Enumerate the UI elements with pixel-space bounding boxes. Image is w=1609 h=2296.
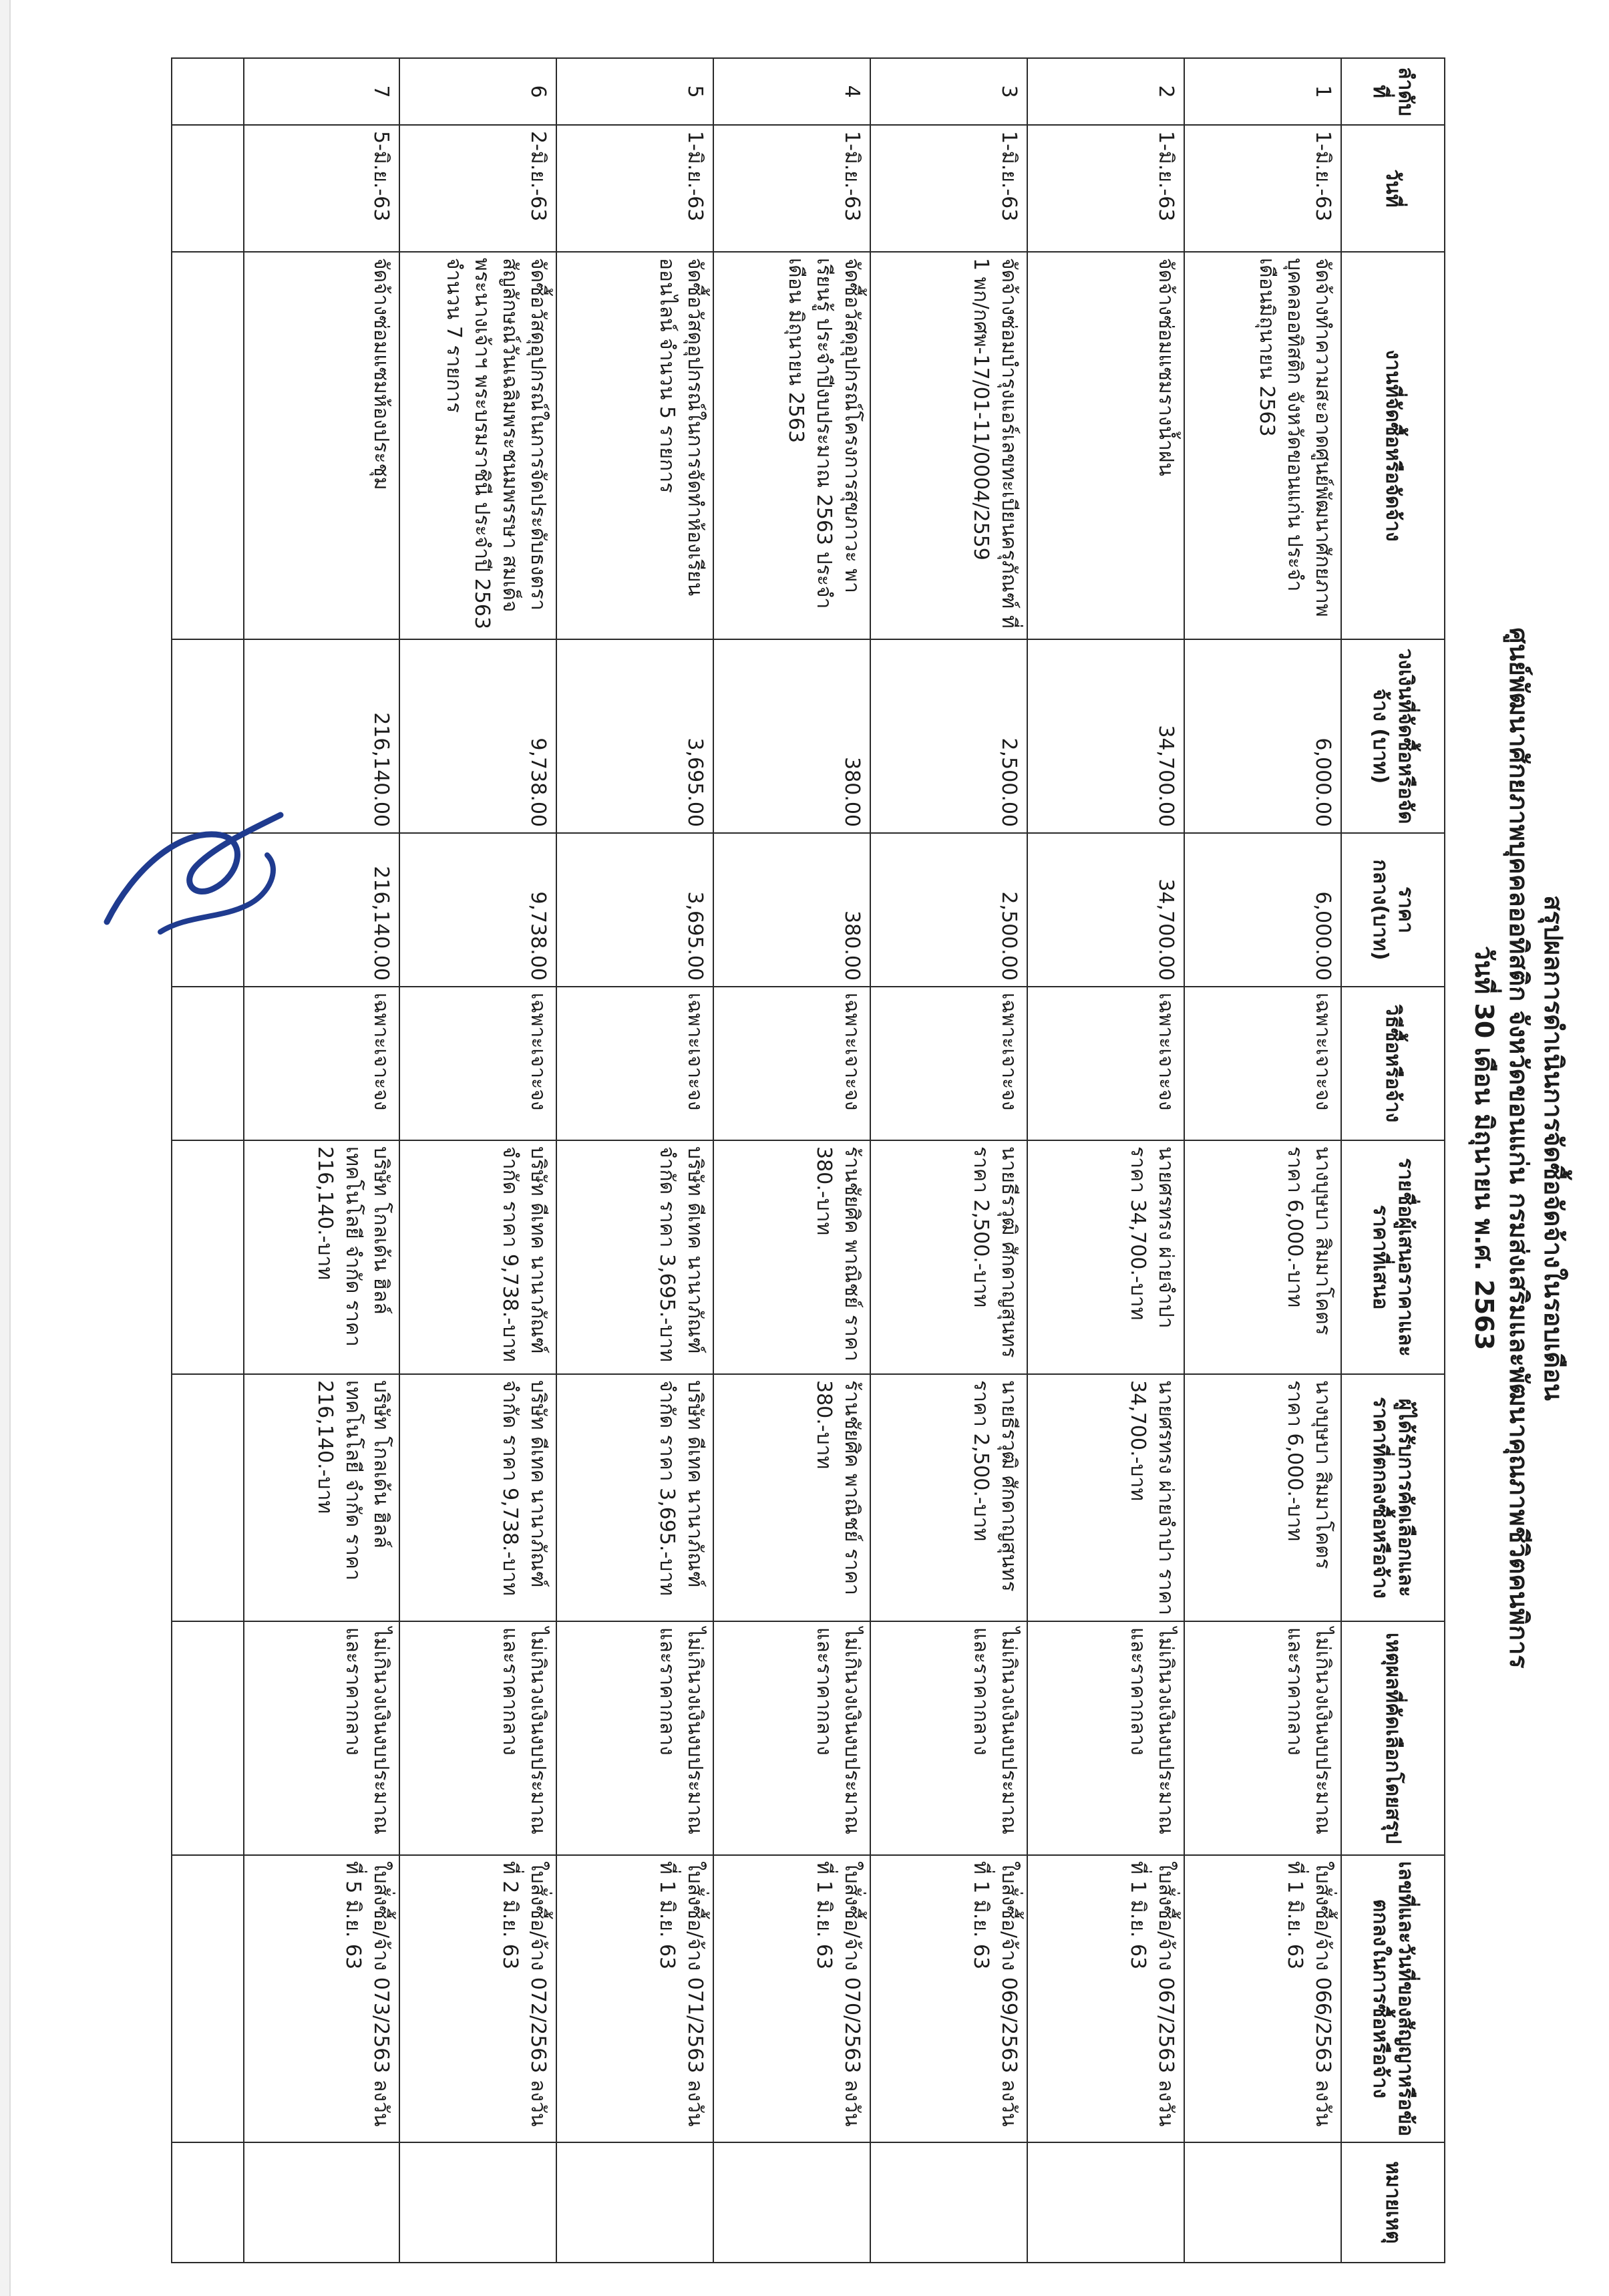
- row-winner: นายศรทรง ผ่ายจำปา ราคา 34,700.-บาท: [1027, 1374, 1184, 1621]
- table-header-row: [1341, 58, 1445, 2263]
- row-bidders: บริษัท ดีเทค นานาภัณฑ์ จำกัด ราคา 9,738.-บาท: [399, 1140, 556, 1374]
- row-bidders: บริษัท ดีเทค นานาภัณฑ์ จำกัด ราคา 3,695.-บาท: [556, 1140, 713, 1374]
- row-bidders: นางบุษบา สิมมาโคตร ราคา 6,000.-บาท: [1184, 1140, 1341, 1374]
- row-median: 2,500.00: [870, 833, 1027, 987]
- row-contract: ใบสั่งซื้อ/จ้าง 067/2563 ลงวันที่ 1 มิ.ย. 63: [1027, 1855, 1184, 2142]
- row-remark: [713, 2142, 870, 2263]
- row-reason: ไม่เกินวงเงินงบประมาณ และราคากลาง: [244, 1621, 399, 1855]
- row-winner: ร้านชัยศิค พาณิชย์ ราคา 380.-บาท: [713, 1374, 870, 1621]
- row-no: 1: [1184, 58, 1341, 125]
- report-title: สรุปผลการดำเนินการจัดซื้อจัดจ้างในรอบเดือน: [1539, 895, 1568, 1401]
- row-bidders: นายธีรวุฒิ ศักดาญสุนทร ราคา 2,500.-บาท: [870, 1140, 1027, 1374]
- row-contract: ใบสั่งซื้อ/จ้าง 072/2563 ลงวันที่ 2 มิ.ย. 63: [399, 1855, 556, 2142]
- row-method: เฉพาะเจาะจง: [399, 987, 556, 1140]
- row-item: จัดซื้อวัสดุอุปกรณ์โครงการสุขภาวะ พาเรียนรู้ ประจำปีงบประมาณ 2563 ประจำเดือน มิถุนายน 2563: [713, 252, 870, 639]
- row-budget: 216,140.00: [244, 639, 399, 833]
- row-method: เฉพาะเจาะจง: [870, 987, 1027, 1140]
- row-item: จัดจ้างซ่อมบำรุงแอร์เลขทะเบียนครุภัณฑ์ ที่ 1 พก/กศพ-17/01-11/0004/2559: [870, 252, 1027, 639]
- row-budget: 9,738.00: [399, 639, 556, 833]
- handwritten-signature: [80, 788, 321, 962]
- row-remark: [870, 2142, 1027, 2263]
- row-item: จัดจ้างทำความสะอาดศูนย์พัฒนาศักยภาพบุคคลออทิสติก จังหวัดขอนแก่น ประจำเดือนมิถุนายน 2563: [1184, 252, 1341, 639]
- row-item: จัดจ้างซ่อมแซมรางน้ำฝน: [1027, 252, 1184, 639]
- row-winner: บริษัท โกลเด้น ฮิลล์ เทคโนโลยี จำกัด ราคา 216,140.-บาท: [244, 1374, 399, 1621]
- row-date: 1-มิ.ย.-63: [1184, 125, 1341, 252]
- row-winner: นายธีรวุฒิ ศักดาญสุนทร ราคา 2,500.-บาท: [870, 1374, 1027, 1621]
- col-header-contract: เลขที่และวันที่ของสัญญาหรือข้อตกลงในการซื้อหรือจ้าง: [1341, 1855, 1445, 2142]
- row-median: 34,700.00: [1027, 833, 1184, 987]
- procurement-table: [171, 57, 1445, 2263]
- row-no: 4: [713, 58, 870, 125]
- col-header-winner: ผู้ได้รับการคัดเลือกและราคาที่ตกลงซื้อหรือจ้าง: [1341, 1374, 1445, 1621]
- row-method: เฉพาะเจาะจง: [1184, 987, 1341, 1140]
- row-method: เฉพาะเจาะจง: [1027, 987, 1184, 1140]
- row-no: 3: [870, 58, 1027, 125]
- row-winner: บริษัท ดีเทค นานาภัณฑ์ จำกัด ราคา 3,695.-บาท: [556, 1374, 713, 1621]
- empty-cell: [172, 58, 244, 125]
- empty-cell: [172, 987, 244, 1140]
- row-remark: [244, 2142, 399, 2263]
- row-median: 380.00: [713, 833, 870, 987]
- row-no: 7: [244, 58, 399, 125]
- row-no: 2: [1027, 58, 1184, 125]
- row-date: 1-มิ.ย.-63: [713, 125, 870, 252]
- col-header-method: วิธีซื้อหรือจ้าง: [1341, 987, 1445, 1140]
- row-method: เฉพาะเจาะจง: [713, 987, 870, 1140]
- row-contract: ใบสั่งซื้อ/จ้าง 066/2563 ลงวันที่ 1 มิ.ย. 63: [1184, 1855, 1341, 2142]
- row-method: เฉพาะเจาะจง: [244, 987, 399, 1140]
- row-method: เฉพาะเจาะจง: [556, 987, 713, 1140]
- table-row: [399, 58, 556, 2263]
- row-date: 2-มิ.ย.-63: [399, 125, 556, 252]
- col-header-median: ราคากลาง(บาท): [1341, 833, 1445, 987]
- row-winner: บริษัท ดีเทค นานาภัณฑ์ จำกัด ราคา 9,738.-บาท: [399, 1374, 556, 1621]
- row-median: 9,738.00: [399, 833, 556, 987]
- row-budget: 2,500.00: [870, 639, 1027, 833]
- col-header-budget: วงเงินที่จัดซื้อหรือจัดจ้าง (บาท): [1341, 639, 1445, 833]
- table-row: [244, 58, 399, 2263]
- row-reason: ไม่เกินวงเงินงบประมาณ และราคากลาง: [713, 1621, 870, 1855]
- row-median: 6,000.00: [1184, 833, 1341, 987]
- row-remark: [1184, 2142, 1341, 2263]
- row-date: 1-มิ.ย.-63: [870, 125, 1027, 252]
- row-date: 1-มิ.ย.-63: [556, 125, 713, 252]
- row-item: จัดจ้างซ่อมแซมห้องประชุม: [244, 252, 399, 639]
- table-row: [1027, 58, 1184, 2263]
- report-date: วันที่ 30 เดือน มิถุนายน พ.ศ. 2563: [1469, 945, 1499, 1351]
- row-contract: ใบสั่งซื้อ/จ้าง 071/2563 ลงวันที่ 1 มิ.ย. 63: [556, 1855, 713, 2142]
- row-contract: ใบสั่งซื้อ/จ้าง 073/2563 ลงวันที่ 5 มิ.ย. 63: [244, 1855, 399, 2142]
- row-no: 5: [556, 58, 713, 125]
- col-header-no: ลำดับที่: [1341, 58, 1445, 125]
- col-header-bidders: รายชื่อผู้เสนอราคาและราคาที่เสนอ: [1341, 1140, 1445, 1374]
- row-reason: ไม่เกินวงเงินงบประมาณ และราคากลาง: [399, 1621, 556, 1855]
- row-contract: ใบสั่งซื้อ/จ้าง 070/2563 ลงวันที่ 1 มิ.ย. 63: [713, 1855, 870, 2142]
- col-header-reason: เหตุผลที่คัดเลือกโดยสรุป: [1341, 1621, 1445, 1855]
- row-median: 216,140.00: [244, 833, 399, 987]
- row-budget: 380.00: [713, 639, 870, 833]
- row-date: 1-มิ.ย.-63: [1027, 125, 1184, 252]
- empty-cell: [172, 1374, 244, 1621]
- row-budget: 34,700.00: [1027, 639, 1184, 833]
- row-reason: ไม่เกินวงเงินงบประมาณ และราคากลาง: [556, 1621, 713, 1855]
- col-header-item: งานที่จัดซื้อหรือจัดจ้าง: [1341, 252, 1445, 639]
- row-remark: [556, 2142, 713, 2263]
- empty-cell: [172, 125, 244, 252]
- empty-cell: [172, 1140, 244, 1374]
- empty-cell: [172, 1621, 244, 1855]
- empty-cell: [172, 1855, 244, 2142]
- row-remark: [399, 2142, 556, 2263]
- table-row-empty: [172, 58, 244, 2263]
- col-header-date: วันที่: [1341, 125, 1445, 252]
- row-budget: 3,695.00: [556, 639, 713, 833]
- empty-cell: [172, 252, 244, 639]
- table-row: [556, 58, 713, 2263]
- row-contract: ใบสั่งซื้อ/จ้าง 069/2563 ลงวันที่ 1 มิ.ย. 63: [870, 1855, 1027, 2142]
- row-item: จัดซื้อวัสดุอุปกรณ์ในการจัดประดับธงตราสัญลักษณ์วันเฉลิมพระชนมพรรษา สมเด็จพระนางเจ้าฯ พระบรมราชินี ประจำปี 2563 จำนวน 7 รายการ: [399, 252, 556, 639]
- row-remark: [1027, 2142, 1184, 2263]
- empty-cell: [172, 2142, 244, 2263]
- row-winner: นางบุษบา สิมมาโคตร ราคา 6,000.-บาท: [1184, 1374, 1341, 1621]
- table-row: [870, 58, 1027, 2263]
- row-reason: ไม่เกินวงเงินงบประมาณ และราคากลาง: [1184, 1621, 1341, 1855]
- row-date: 5-มิ.ย.-63: [244, 125, 399, 252]
- row-budget: 6,000.00: [1184, 639, 1341, 833]
- row-bidders: นายศรทรง ผ่ายจำปา ราคา 34,700.-บาท: [1027, 1140, 1184, 1374]
- agency-title: ศูนย์พัฒนาศักยภาพบุคคลออทิสติก จังหวัดขอนแก่น กรมส่งเสริมและพัฒนาคุณภาพชีวิตคนพิการ: [1504, 627, 1534, 1669]
- row-no: 6: [399, 58, 556, 125]
- table-row: [1184, 58, 1341, 2263]
- col-header-remark: หมายเหตุ: [1341, 2142, 1445, 2263]
- row-median: 3,695.00: [556, 833, 713, 987]
- row-bidders: บริษัท โกลเด้น ฮิลล์ เทคโนโลยี จำกัด ราคา 216,140.-บาท: [244, 1140, 399, 1374]
- table-row: [713, 58, 870, 2263]
- row-reason: ไม่เกินวงเงินงบประมาณ และราคากลาง: [870, 1621, 1027, 1855]
- row-reason: ไม่เกินวงเงินงบประมาณ และราคากลาง: [1027, 1621, 1184, 1855]
- row-bidders: ร้านชัยศิค พาณิชย์ ราคา 380.-บาท: [713, 1140, 870, 1374]
- row-item: จัดซื้อวัสดุอุปกรณ์ในการจัดทำห้องเรียนออนไลน์ จำนวน 5 รายการ: [556, 252, 713, 639]
